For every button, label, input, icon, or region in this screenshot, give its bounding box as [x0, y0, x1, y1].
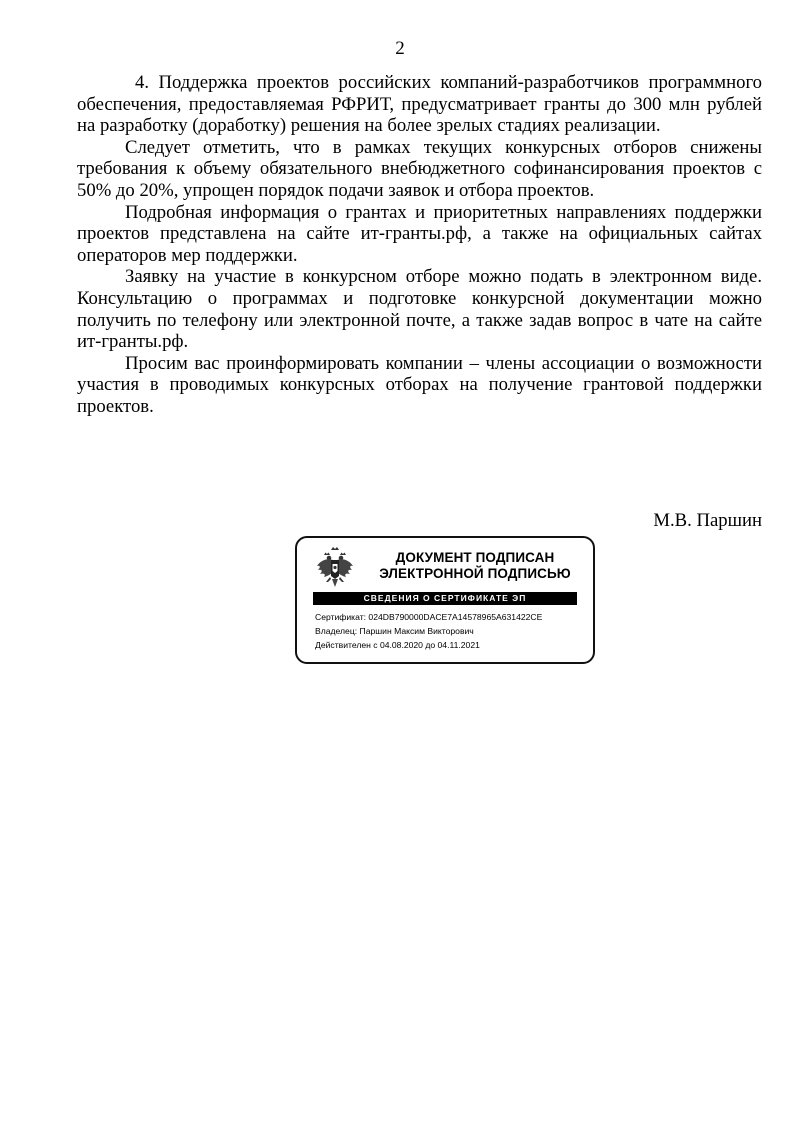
certificate-number: Сертификат: 024DB790000DACE7A14578965A631422CE [315, 612, 543, 622]
certificate-owner: Владелец: Паршин Максим Викторович [315, 626, 474, 636]
paragraph-grants: 4. Поддержка проектов российских компаний-разработчиков программного обеспечения, предоставляемая РФРИТ, предусматривает гранты до 300 млн рублей на разработку (доработку) решения на более зрелых стадиях реализации. [77, 72, 762, 137]
certificate-validity: Действителен с 04.08.2020 до 04.11.2021 [315, 640, 480, 650]
stamp-title-line-2: ЭЛЕКТРОННОЙ ПОДПИСЬЮ [379, 566, 571, 581]
paragraph-request: Просим вас проинформировать компании – члены ассоциации о возможности участия в проводимых конкурсных отборах на получение грантовой поддержки проектов. [77, 352, 762, 417]
stamp-title-line-1: ДОКУМЕНТ ПОДПИСАН [395, 550, 555, 565]
paragraph-information: Подробная информация о грантах и приоритетных направлениях поддержки проектов представлена на сайте ит-гранты.рф, а также на официальных сайтах операторов мер поддержки. [77, 201, 762, 266]
paragraph-application: Заявку на участие в конкурсном отборе можно подать в электронном виде. Консультацию о программах и подготовке конкурсной документации можно получить по телефону или электронной почте, а также задав вопрос в чате на сайте ит-гранты.рф. [77, 266, 762, 353]
paragraph-requirements: Следует отметить, что в рамках текущих конкурсных отборов снижены требования к объему обязательного внебюджетного софинансирования проектов с 50% до 20%, упрощен порядок подачи заявок и отбора проектов. [77, 136, 762, 201]
electronic-signature-stamp [295, 536, 595, 664]
stamp-title [361, 550, 589, 582]
letter-body [77, 72, 762, 418]
coat-of-arms-icon [315, 546, 355, 590]
page-number: 2 [395, 38, 405, 59]
certificate-info-header: СВЕДЕНИЯ О СЕРТИФИКАТЕ ЭП [313, 592, 577, 605]
signer-name: М.В. Паршин [653, 510, 762, 531]
